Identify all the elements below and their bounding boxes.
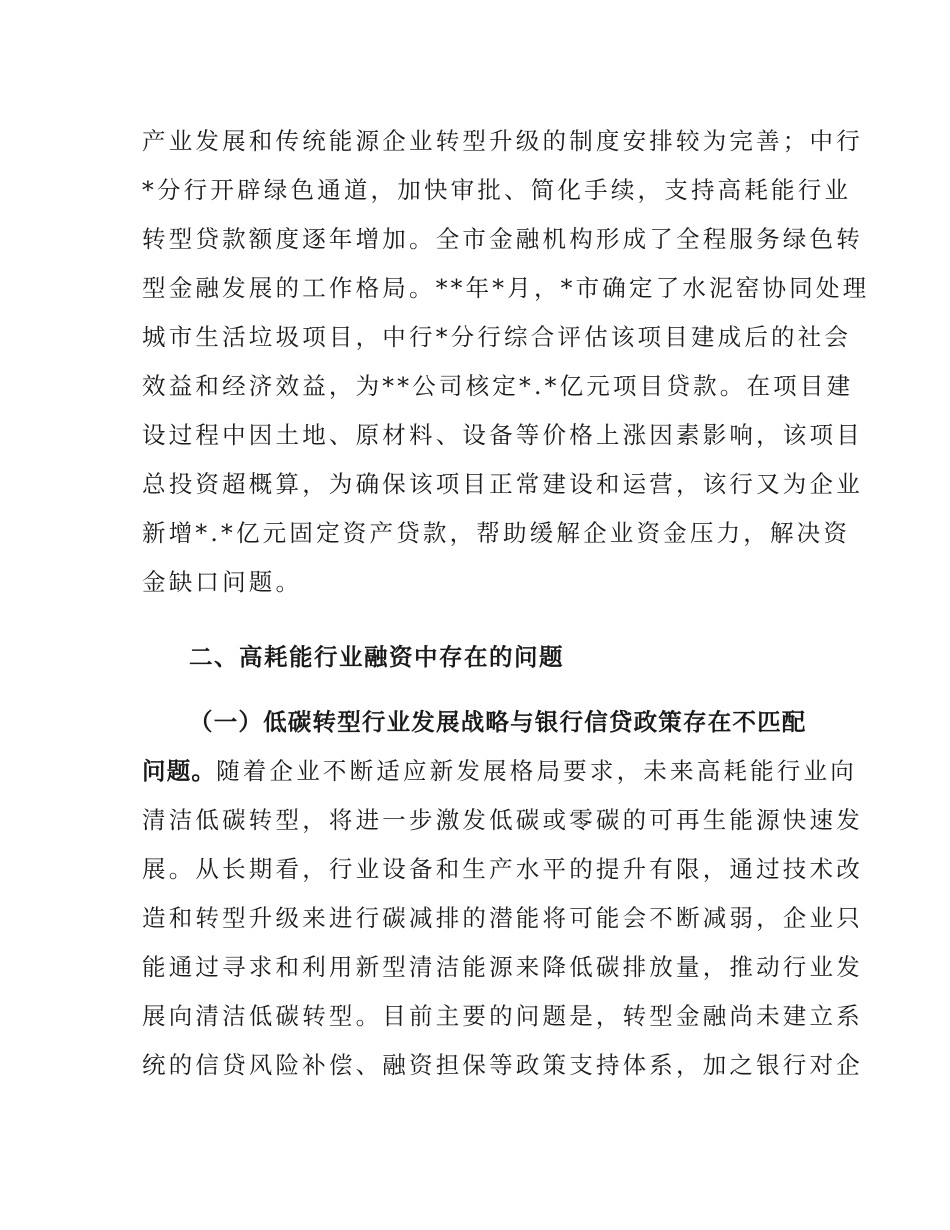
text-line: 造和转型升级来进行碳减排的潜能将可能会不断减弱，企业只 (142, 904, 863, 932)
text-line: *分行开辟绿色通道，加快审批、简化手续，支持高耗能行业 (142, 176, 852, 204)
subsection-title: （一）低碳转型行业发展战略与银行信贷政策存在不匹配 (189, 708, 807, 736)
text-line: 展。从长期看，行业设备和生产水平的提升有限，通过技术改 (142, 855, 863, 883)
text-line: 型金融发展的工作格局。**年*月，*市确定了水泥窑协同处理 (142, 274, 870, 302)
text-line: 金缺口问题。 (142, 568, 303, 596)
subsection-title-end: 问题。 (142, 757, 217, 785)
text-line: 清洁低碳转型，将进一步激发低碳或零碳的可再生能源快速发 (142, 806, 863, 834)
text-line: 统的信贷风险补偿、融资担保等政策支持体系，加之银行对企 (142, 1051, 863, 1079)
text-line: 展向清洁低碳转型。目前主要的问题是，转型金融尚未建立系 (142, 1002, 863, 1030)
subsection-body-start: 随着企业不断适应新发展格局要求，未来高耗能行业向 (216, 757, 857, 785)
text-line: 城市生活垃圾项目，中行*分行综合评估该项目建成后的社会 (142, 323, 852, 351)
text-line: 新增*.*亿元固定资产贷款，帮助缓解企业资金压力，解决资 (142, 519, 851, 547)
text-line: 能通过寻求和利用新型清洁能源来降低碳排放量，推动行业发 (142, 953, 863, 981)
text-line: 效益和经济效益，为**公司核定*.*亿元项目贷款。在项目建 (142, 372, 854, 400)
text-line: 总投资超概算，为确保该项目正常建设和运营，该行又为企业 (142, 470, 863, 498)
text-line: 设过程中因土地、原材料、设备等价格上涨因素影响，该项目 (142, 421, 863, 449)
text-line: 转型贷款额度逐年增加。全市金融机构形成了全程服务绿色转 (142, 225, 863, 253)
text-line: 产业发展和传统能源企业转型升级的制度安排较为完善；中行 (142, 127, 863, 155)
section-heading: 二、高耗能行业融资中存在的问题 (189, 643, 564, 671)
subsection-title-continuation (142, 747, 857, 795)
